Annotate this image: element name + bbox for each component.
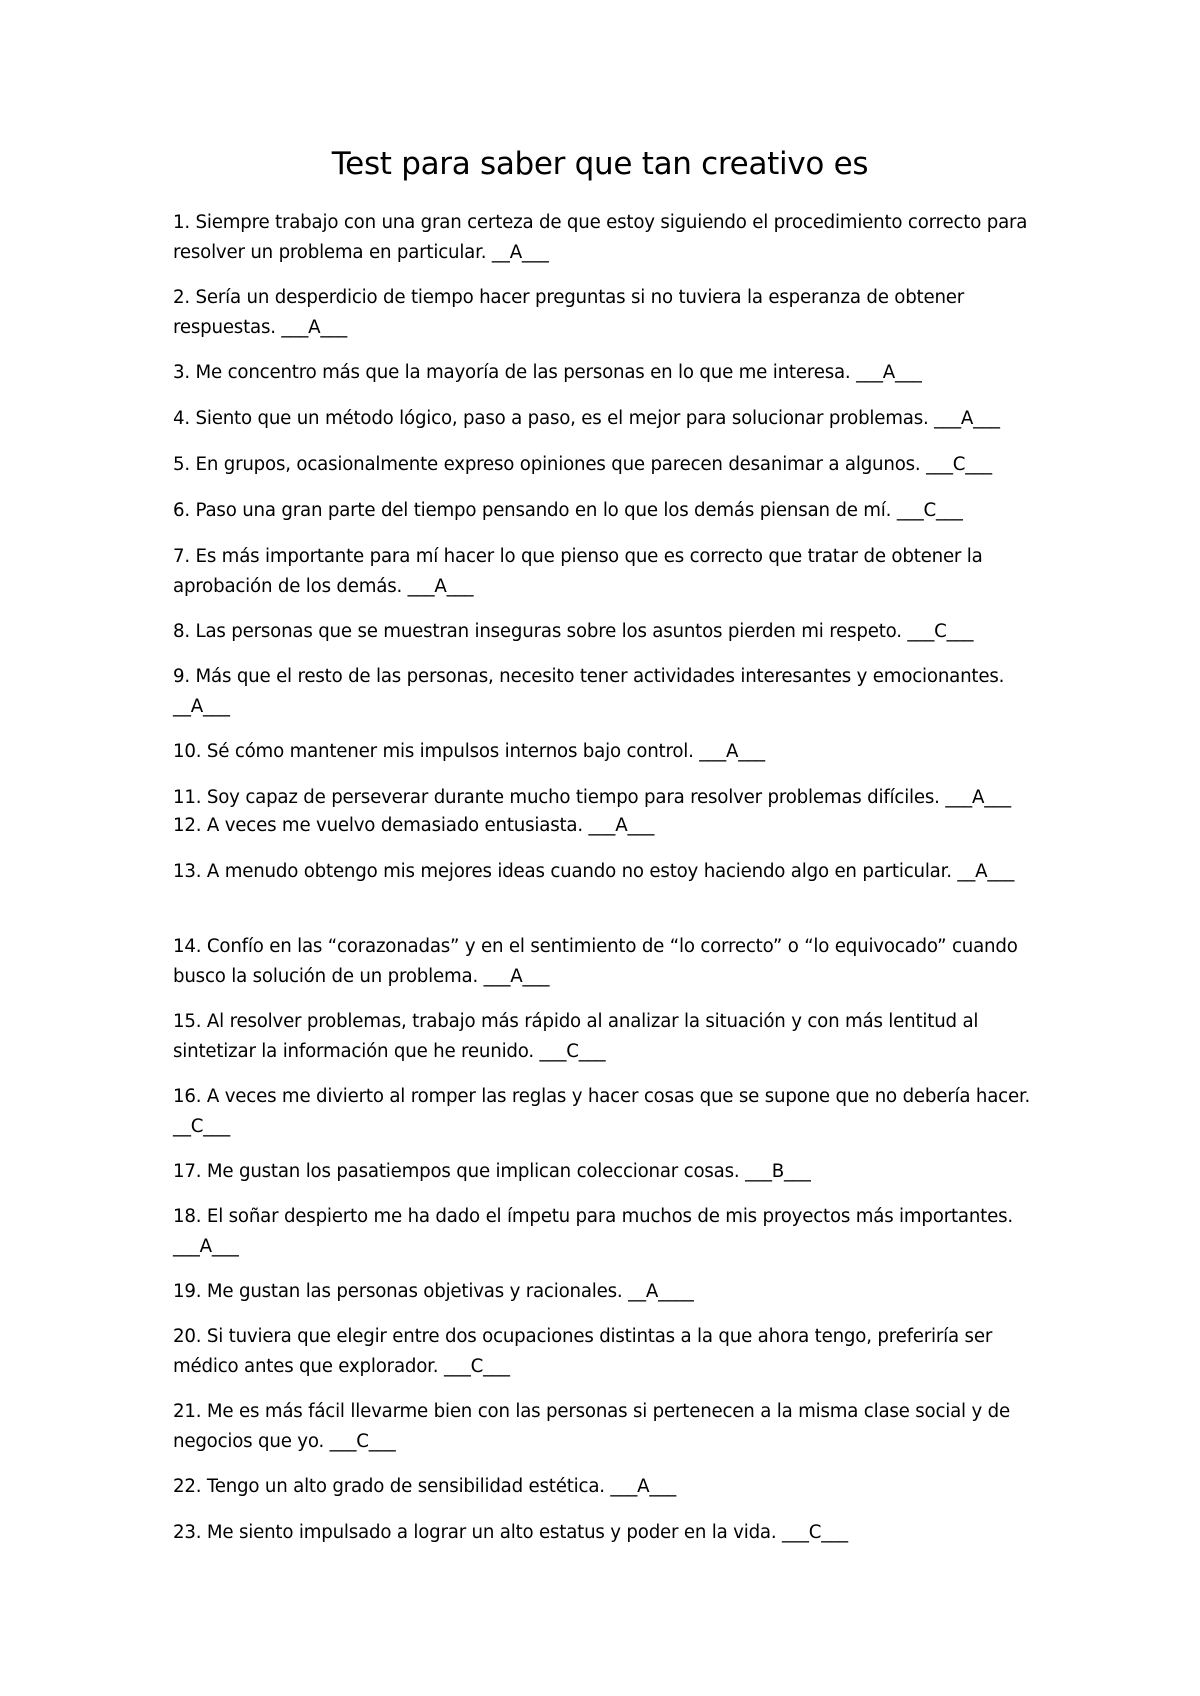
question-9 [173,662,1053,722]
question-17 [173,1157,1053,1187]
question-text: 7. Es más importante para mí hacer lo que pienso que es correcto que tratar de obtener la aprobación de los demás. [173,546,983,597]
question-6 [173,496,1053,526]
question-answer: __C___ [173,1116,230,1137]
question-12 [173,811,1053,841]
question-18 [173,1202,1053,1262]
question-15 [173,1007,1053,1067]
question-text: 18. El soñar despierto me ha dado el ímpetu para muchos de mis proyectos más importantes. [173,1206,1013,1227]
question-answer: ___C___ [896,500,963,521]
question-answer: ___A___ [588,815,655,836]
question-answer: ___C___ [443,1356,510,1377]
question-answer: __A___ [957,861,1015,882]
question-text: 9. Más que el resto de las personas, necesito tener actividades interesantes y emocionantes. [173,666,1005,687]
question-answer: ___C___ [539,1041,606,1062]
question-answer: ___A___ [856,362,922,383]
question-answer: __A___ [173,696,230,717]
question-20 [173,1322,1053,1382]
question-2 [173,283,1053,343]
question-text: 3. Me concentro más que la mayoría de las personas en lo que me interesa. [173,362,857,383]
question-answer: ___A___ [173,1236,239,1257]
question-11 [173,783,1053,813]
question-8 [173,617,1053,647]
question-text: 12. A veces me vuelvo demasiado entusiasta. [173,815,589,836]
question-text: 21. Me es más fácil llevarme bien con las personas si pertenecen a la misma clase social y de negocios que yo. [173,1401,1010,1452]
question-answer: ___A___ [483,966,550,987]
question-answer: ___C___ [926,454,992,475]
question-answer: ___A___ [281,317,348,338]
question-19 [173,1277,1053,1307]
question-text: 14. Confío en las “corazonadas” y en el sentimiento de “lo correcto” o “lo equivocado” cuando busco la solución de un problema. [173,936,1018,987]
question-text: 6. Paso una gran parte del tiempo pensando en lo que los demás piensan de mí. [173,500,897,521]
question-text: 19. Me gustan las personas objetivas y racionales. [173,1281,629,1302]
question-answer: ___A___ [934,408,1000,429]
question-5 [173,450,1053,480]
question-text: 23. Me siento impulsado a lograr un alto estatus y poder en la vida. [173,1522,783,1543]
question-text: 17. Me gustan los pasatiempos que implican coleccionar cosas. [173,1161,746,1182]
question-answer: ___C___ [329,1431,396,1452]
question-1 [173,208,1053,268]
question-23 [173,1518,1053,1548]
question-text: 4. Siento que un método lógico, paso a paso, es el mejor para solucionar problemas. [173,408,935,429]
question-text: 8. Las personas que se muestran inseguras sobre los asuntos pierden mi respeto. [173,621,908,642]
question-answer: ___A___ [407,576,474,597]
question-3 [173,358,1053,388]
question-text: 13. A menudo obtengo mis mejores ideas cuando no estoy haciendo algo en particular. [173,861,958,882]
question-answer: ___B___ [745,1161,811,1182]
question-text: 10. Sé cómo mantener mis impulsos internos bajo control. [173,741,700,762]
question-16 [173,1082,1053,1142]
question-text: 2. Sería un desperdicio de tiempo hacer preguntas si no tuviera la esperanza de obtener respuestas. [173,287,965,338]
question-answer: __A___ [491,242,549,263]
question-answer: ___C___ [782,1522,848,1543]
question-text: 5. En grupos, ocasionalmente expreso opiniones que parecen desanimar a algunos. [173,454,927,475]
question-answer: ___A___ [945,787,1011,808]
page-title: Test para saber que tan creativo es [331,146,869,182]
question-text: 20. Si tuviera que elegir entre dos ocupaciones distintas a la que ahora tengo, preferiría ser médico antes que explorador. [173,1326,993,1377]
question-text: 11. Soy capaz de perseverar durante mucho tiempo para resolver problemas difíciles. [173,787,946,808]
question-13 [173,857,1053,887]
question-21 [173,1397,1053,1457]
question-text: 16. A veces me divierto al romper las reglas y hacer cosas que se supone que no debería hacer. [173,1086,1031,1107]
question-answer: ___C___ [907,621,974,642]
question-4 [173,404,1053,434]
question-text: 15. Al resolver problemas, trabajo más rápido al analizar la situación y con más lentitud al sintetizar la información que he reunido. [173,1011,979,1062]
question-10 [173,737,1053,767]
question-22 [173,1472,1053,1502]
question-answer: ___A___ [610,1476,677,1497]
question-text: 22. Tengo un alto grado de sensibilidad estética. [173,1476,611,1497]
question-answer: ___A___ [699,741,765,762]
question-14 [173,932,1053,992]
question-7 [173,542,1053,602]
question-answer: __A____ [628,1281,694,1302]
question-text: 1. Siempre trabajo con una gran certeza de que estoy siguiendo el procedimiento correcto para resolver un problema en particular. [173,212,1028,263]
